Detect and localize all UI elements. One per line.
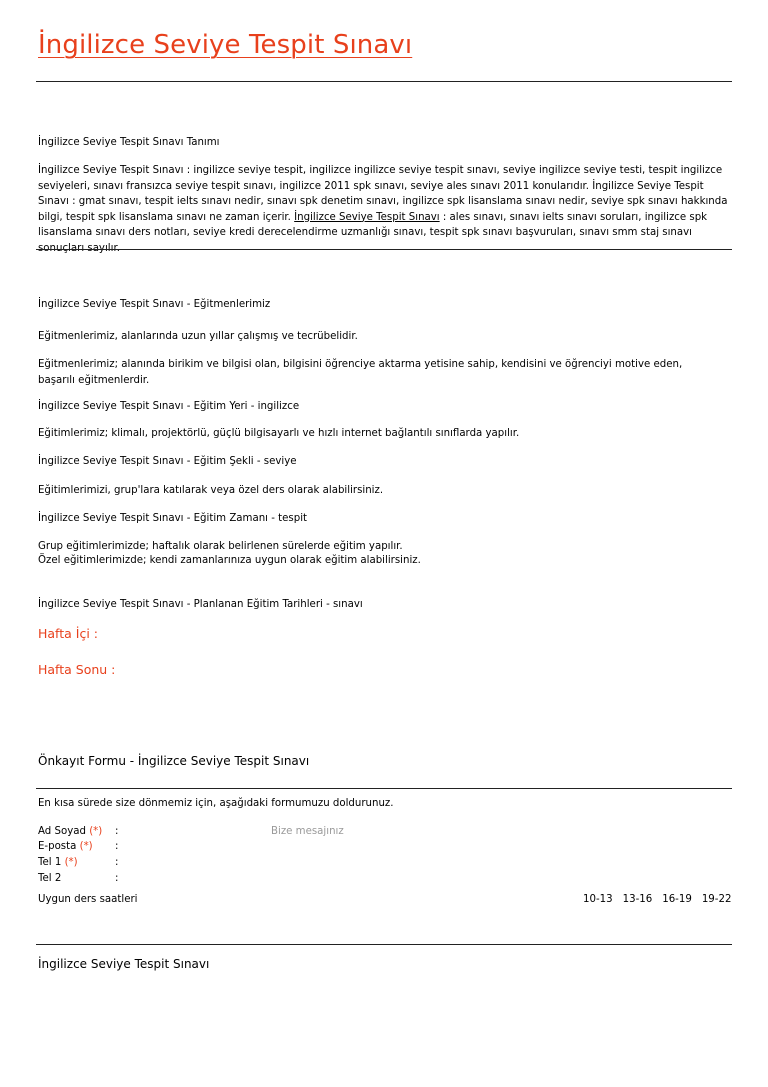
time-paragraph-2: Özel eğitimlerimizde; kendi zamanlarınıza uygun olarak eğitim alabilirsiniz. (38, 555, 421, 566)
teachers-paragraph-2: Eğitmenlerimiz; alanında birikim ve bilgisi olan, bilgisini öğrenciye aktarma yetisine sahip, kendisini ve öğrenciyi motive eden, başarılı eğitmenlerdir. (38, 359, 683, 386)
required-mark: (*) (79, 841, 93, 852)
divider (36, 788, 732, 789)
field-label: Tel 1 (38, 857, 62, 868)
hour-option[interactable]: 10-13 (583, 894, 613, 905)
required-mark: (*) (64, 857, 78, 868)
field-row-email[interactable] (38, 841, 93, 852)
weekdays-label: Hafta İçi : (38, 626, 98, 641)
field-row-name[interactable] (38, 826, 102, 837)
hours-options (573, 894, 731, 905)
definition-paragraph (38, 163, 734, 256)
definition-text-1: İngilizce Seviye Tespit Sınavı : ingilizce seviye tespit, ingilizce ingilizce seviye tespit sınavı, seviye ingilizce seviye testi, tespit ingilizce seviyeleri, sınavı fransızca seviye tespit sınavı, ingilizce 2011 spk sınavı, seviye ales sınavı 2011 konularıdır. İngilizce Seviye Tespit Sınavı : gmat sınavı, tespit ielts sınavı nedir, sınavı spk denetim sınavı, ingilizce spk lisanslama sınavı nedir, seviye spk sınavı hakkında bilgi, tespit spk lisanslama sınavı ne zaman içerir. (38, 165, 728, 223)
time-heading: İngilizce Seviye Tespit Sınavı - Eğitim Zamanı - tespit (38, 513, 308, 524)
hours-label: Uygun ders saatleri (38, 894, 138, 905)
place-paragraph: Eğitimlerimiz; klimalı, projektörlü, güçlü bilgisayarlı ve hızlı internet bağlantılı sınıflarda yapılır. (38, 428, 520, 439)
hour-option[interactable]: 13-16 (622, 894, 653, 905)
field-label: Tel 2 (38, 873, 62, 884)
form-paragraph: Eğitimlerimizi, grup'lara katılarak veya özel ders olarak alabilirsiniz. (38, 485, 384, 496)
field-separator: : (115, 857, 119, 868)
field-row-phone-2[interactable] (38, 873, 61, 884)
weekend-label: Hafta Sonu : (38, 662, 116, 677)
definition-heading: İngilizce Seviye Tespit Sınavı Tanımı (38, 137, 220, 148)
signup-intro: En kısa sürede size dönmemiz için, aşağıdaki formumuzu doldurunuz. (38, 798, 394, 809)
signup-heading: Önkayıt Formu - İngilizce Seviye Tespit Sınavı (38, 754, 310, 768)
divider (36, 249, 732, 250)
message-textarea-placeholder[interactable]: Bize mesajınız (271, 826, 344, 837)
hour-option[interactable]: 19-22 (701, 894, 732, 905)
field-row-phone-1[interactable] (38, 857, 78, 868)
definition-link[interactable]: İngilizce Seviye Tespit Sınavı (294, 211, 440, 223)
required-mark: (*) (89, 826, 103, 837)
field-separator: : (115, 873, 119, 884)
teachers-paragraph-1: Eğitmenlerimiz, alanlarında uzun yıllar çalışmış ve tecrübelidir. (38, 331, 358, 342)
dates-heading: İngilizce Seviye Tespit Sınavı - Planlanan Eğitim Tarihleri - sınavı (38, 599, 363, 610)
hour-option[interactable]: 16-19 (662, 894, 692, 905)
teachers-heading: İngilizce Seviye Tespit Sınavı - Eğitmenlerimiz (38, 299, 271, 310)
footer-title: İngilizce Seviye Tespit Sınavı (38, 957, 210, 971)
field-label: Ad Soyad (38, 826, 86, 837)
definition-text-2: : ales sınavı, sınavı ielts sınavı soruları, ingilizce spk lisanslama sınavı ders notları, seviye kredi derecelendirme uzmanlığı sınavı, tespit spk sınavı başvuruları, sınavı smm staj sınavı sonuçları sayılır. (38, 211, 708, 254)
divider (36, 944, 732, 945)
time-paragraph-1: Grup eğitimlerimizde; haftalık olarak belirlenen sürelerde eğitim yapılır. (38, 541, 403, 552)
field-separator: : (115, 826, 119, 837)
field-separator: : (115, 841, 119, 852)
page-title: İngilizce Seviye Tespit Sınavı (38, 30, 413, 60)
form-heading: İngilizce Seviye Tespit Sınavı - Eğitim Şekli - seviye (38, 456, 297, 467)
field-label: E-posta (38, 841, 77, 852)
place-heading: İngilizce Seviye Tespit Sınavı - Eğitim Yeri - ingilizce (38, 401, 300, 412)
divider (36, 81, 732, 82)
